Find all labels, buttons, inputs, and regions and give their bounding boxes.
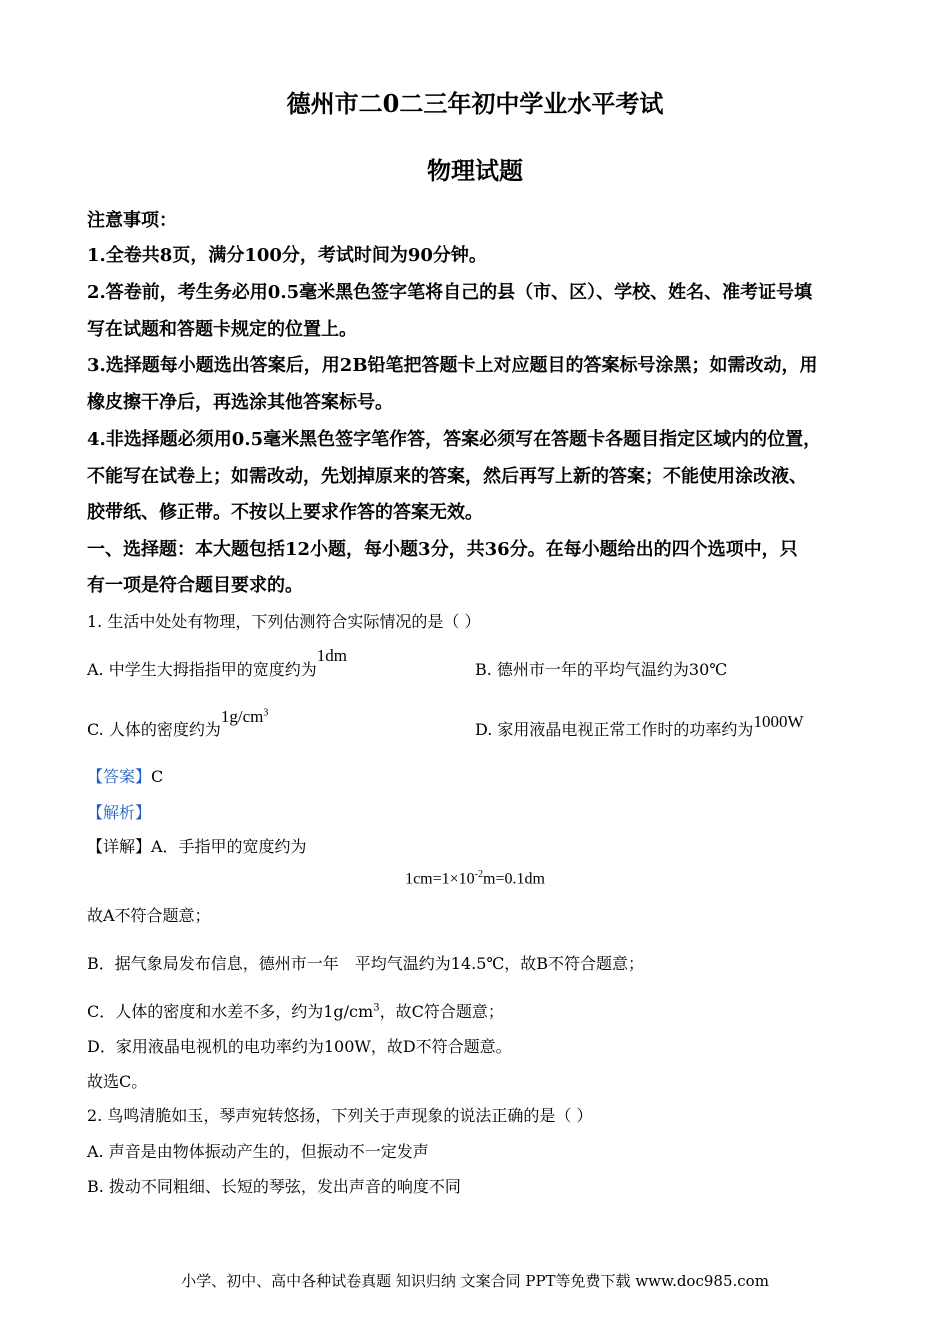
question-stem: 1. 生活中处处有物理，下列估测符合实际情况的是（ ） (87, 612, 481, 631)
option-a (87, 646, 347, 680)
option-c-text: C. 人体的密度约为 (87, 720, 221, 739)
explanation-c-post: ，故C符合题意； (379, 1002, 504, 1021)
explanation-d: D．家用液晶电视机的电功率约为100W，故D不符合题意。 (87, 1037, 512, 1056)
page-subtitle: 物理试题 (427, 156, 523, 185)
section-heading: 一、选择题：本大题包括12小题，每小题3分，共36分。在每小题给出的四个选项中，只 (87, 539, 798, 560)
option-c (87, 707, 269, 740)
option-b: B. 德州市一年的平均气温约为30℃ (475, 660, 728, 679)
option-c-unit: 1g/cm (220, 707, 264, 726)
answer-tag: 【答案】 (87, 767, 152, 786)
option-d-value: 1000W (753, 712, 804, 731)
option-d (475, 712, 804, 740)
answer-value: C (151, 767, 164, 786)
formula-exponent: -2 (474, 869, 483, 880)
formula (0, 869, 950, 888)
footer-text: 小学、初中、高中各种试卷真题 知识归纳 文案合同 PPT等免费下载 www.doc985.com (181, 1272, 769, 1290)
option-c-value (221, 707, 269, 726)
notice-item: 2.答卷前，考生务必用0.5毫米黑色签字笔将自己的县（市、区）、学校、姓名、准考证号填 (87, 282, 813, 303)
detail-line: 【详解】A．手指甲的宽度约为 (87, 837, 307, 856)
notice-item: 1.全卷共8页，满分100分，考试时间为90分钟。 (87, 245, 487, 266)
explanation-c-pre: C．人体的密度和水差不多，约为1g/cm (87, 1002, 374, 1021)
notice-item: 3.选择题每小题选出答案后，用2B铅笔把答题卡上对应题目的答案标号涂黑；如需改动，用 (87, 355, 818, 376)
notice-item: 胶带纸、修正带。不按以上要求作答的答案无效。 (87, 502, 483, 523)
explanation-c-exponent: 3 (373, 1002, 380, 1014)
explanation-a: 故A不符合题意； (87, 906, 211, 925)
notice-item: 橡皮擦干净后，再选涂其他答案标号。 (87, 392, 393, 413)
section-heading-cont: 有一项是符合题目要求的。 (87, 575, 303, 596)
option-b: B. 拨动不同粗细、长短的琴弦，发出声音的响度不同 (87, 1177, 461, 1196)
notice-heading: 注意事项： (87, 210, 177, 231)
conclusion: 故选C。 (87, 1072, 148, 1091)
question-stem: 2. 鸟鸣清脆如玉，琴声宛转悠扬，下列关于声现象的说法正确的是（ ） (87, 1106, 593, 1125)
explanation-b: B．据气象局发布信息，德州市一年 平均气温约为14.5℃，故B不符合题意； (87, 954, 645, 973)
option-a: A. 声音是由物体振动产生的，但振动不一定发声 (87, 1142, 429, 1161)
answer-line (87, 764, 163, 787)
formula-post: m=0.1dm (483, 870, 545, 888)
option-d-text: D. 家用液晶电视正常工作时的功率约为 (475, 720, 754, 739)
option-a-text: A. 中学生大拇指指甲的宽度约为 (87, 660, 317, 679)
notice-item: 写在试题和答题卡规定的位置上。 (87, 319, 357, 340)
explanation-c (87, 999, 504, 1022)
analysis-tag: 【解析】 (87, 803, 152, 822)
page-title: 德州市二0二三年初中学业水平考试 (286, 89, 664, 118)
option-a-value: 1dm (316, 646, 347, 665)
notice-item: 4.非选择题必须用0.5毫米黑色签字笔作答，答案必须写在答题卡各题目指定区域内的位置， (87, 429, 822, 450)
formula-pre: 1cm=1×10 (405, 870, 475, 888)
option-c-exponent: 3 (263, 707, 269, 719)
notice-item: 不能写在试卷上；如需改动，先划掉原来的答案，然后再写上新的答案；不能使用涂改液、 (87, 466, 807, 487)
